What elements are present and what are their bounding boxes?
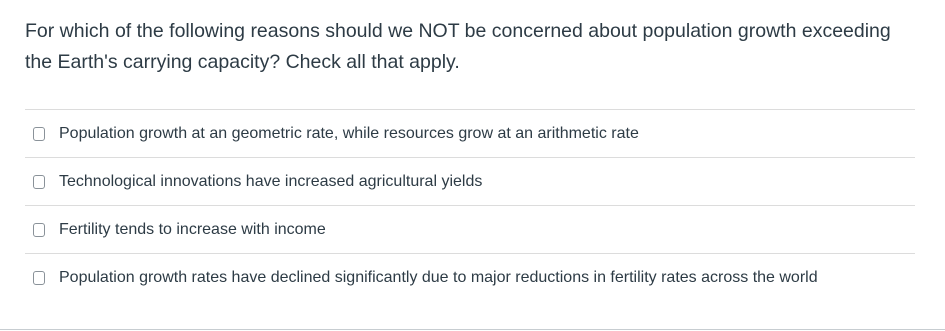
answer-option-4-checkbox[interactable] [33,271,45,285]
answer-option-1-checkbox[interactable] [33,127,45,141]
answer-option-1-label: Population growth at an geometric rate, while resources grow at an arithmetic rate [59,124,639,142]
answer-option-2[interactable] [25,158,915,206]
answer-option-4[interactable] [25,254,915,302]
answer-option-4-label: Population growth rates have declined significantly due to major reductions in fertility rates across the world [59,269,818,286]
bottom-divider [0,329,945,330]
answer-option-3[interactable] [25,206,915,254]
answer-option-3-label: Fertility tends to increase with income [59,220,326,238]
answer-option-3-checkbox[interactable] [33,223,45,237]
answer-option-2-checkbox[interactable] [33,175,45,189]
answer-option-1[interactable] [25,110,915,158]
answer-options-list [25,109,915,302]
answer-option-2-label: Technological innovations have increased agricultural yields [59,172,483,190]
question-text: For which of the following reasons should we NOT be concerned about population growth exceeding the Earth's carrying capacity? Check all that apply. [25,20,891,73]
